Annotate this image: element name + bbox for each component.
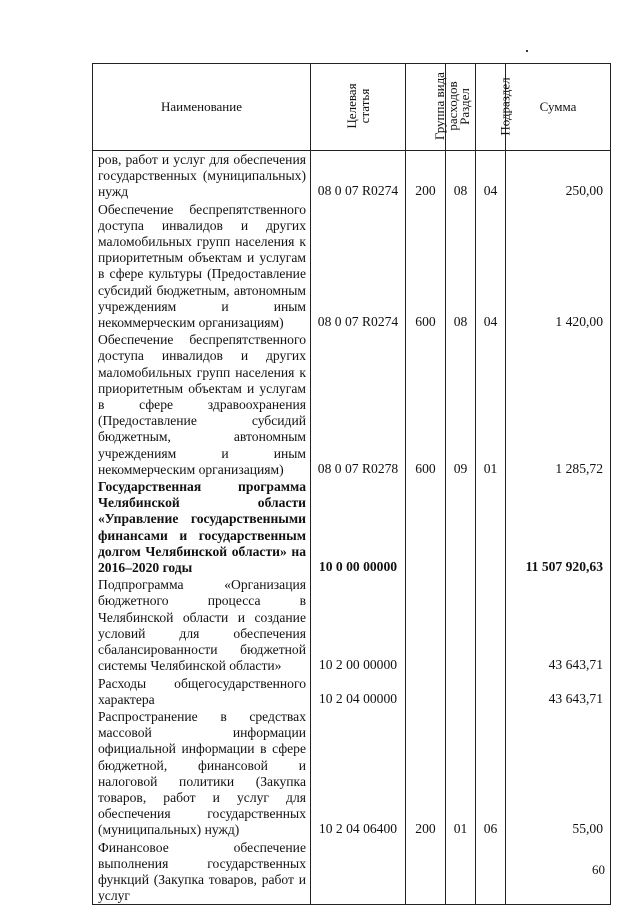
page-number: 60 — [592, 862, 605, 877]
row-subsection: 01 — [476, 331, 506, 478]
row-subsection — [476, 576, 506, 674]
row-sum: 11 507 920,63 — [506, 478, 611, 576]
row-section — [446, 675, 476, 708]
row-section: 01 — [446, 708, 476, 839]
row-code: 08 0 07 R0278 — [311, 331, 406, 478]
row-group: 600 — [406, 331, 446, 478]
row-group: 200 — [406, 708, 446, 839]
header-code: Целевая статья — [311, 64, 406, 151]
row-section — [446, 478, 476, 576]
row-name: Обеспечение беспрепятственного доступа инвалидов и других маломобильных групп населения к приоритетным объектам и услугам в сфере культуры (Предоставление субсидий бюджетным, автономным учреждениям и иным некоммерческим организациям) — [93, 201, 311, 332]
row-group: 600 — [406, 201, 446, 332]
table-row — [93, 675, 611, 708]
row-subsection: 06 — [476, 708, 506, 839]
row-name: ров, работ и услуг для обеспечения государственных (муниципальных) нужд — [93, 151, 311, 201]
row-group — [406, 675, 446, 708]
row-section: 09 — [446, 331, 476, 478]
row-subsection: 04 — [476, 201, 506, 332]
row-subsection — [476, 478, 506, 576]
row-sum: 1 285,72 — [506, 331, 611, 478]
table-row — [93, 478, 611, 576]
row-sum: 43 643,71 — [506, 675, 611, 708]
row-subsection: 04 — [476, 151, 506, 201]
row-section: 08 — [446, 201, 476, 332]
header-subsection: Подраздел — [476, 64, 506, 151]
table-row — [93, 708, 611, 839]
table-row — [93, 151, 611, 201]
row-code: 10 2 04 00000 — [311, 675, 406, 708]
row-section — [446, 576, 476, 674]
row-name: Распространение в средствах массовой информации официальной информации в сфере бюджетной, финансовой и налоговой политики (Закупка товаров, работ и услуг для обеспечения государственных (муниципальных) нужд) — [93, 708, 311, 839]
row-section — [446, 839, 476, 905]
table-row — [93, 839, 611, 905]
row-group — [406, 839, 446, 905]
table-row — [93, 331, 611, 478]
row-sum: 250,00 — [506, 151, 611, 201]
speck — [526, 50, 528, 52]
table-row — [93, 201, 611, 332]
row-group — [406, 576, 446, 674]
row-code: 08 0 07 R0274 — [311, 151, 406, 201]
header-name: Наименование — [93, 64, 311, 151]
header-sum: Сумма — [506, 64, 611, 151]
row-subsection — [476, 675, 506, 708]
row-name: Расходы общегосударственного характера — [93, 675, 311, 708]
row-sum: 43 643,71 — [506, 576, 611, 674]
row-code: 10 0 00 00000 — [311, 478, 406, 576]
row-code: 10 2 00 00000 — [311, 576, 406, 674]
row-name: Обеспечение беспрепятственного доступа инвалидов и других маломобильных групп населения к приоритетным объектам и услугам в сфере здравоохранения (Предоставление субсидий бюджетным, автономным учреждениям и иным некоммерческим организациям) — [93, 331, 311, 478]
row-group — [406, 478, 446, 576]
row-name: Подпрограмма «Организация бюджетного процесса в Челябинской области и создание условий для обеспечения сбалансированности бюджетной системы Челябинской области» — [93, 576, 311, 674]
row-name: Государственная программа Челябинской области «Управление государственными финансами и государственным долгом Челябинской области» на 2016–2020 годы — [93, 478, 311, 576]
row-subsection — [476, 839, 506, 905]
row-group: 200 — [406, 151, 446, 201]
header-row — [93, 64, 611, 151]
table-row — [93, 576, 611, 674]
row-sum: 1 420,00 — [506, 201, 611, 332]
budget-table — [92, 63, 611, 905]
row-section: 08 — [446, 151, 476, 201]
row-sum: 55,00 — [506, 708, 611, 839]
row-name: Финансовое обеспечение выполнения государственных функций (Закупка товаров, работ и услуг — [93, 839, 311, 905]
header-section: Раздел — [446, 64, 476, 151]
row-code: 10 2 04 06400 — [311, 708, 406, 839]
row-code: 08 0 07 R0274 — [311, 201, 406, 332]
row-code — [311, 839, 406, 905]
header-group: Группа вида расходов — [406, 64, 446, 151]
